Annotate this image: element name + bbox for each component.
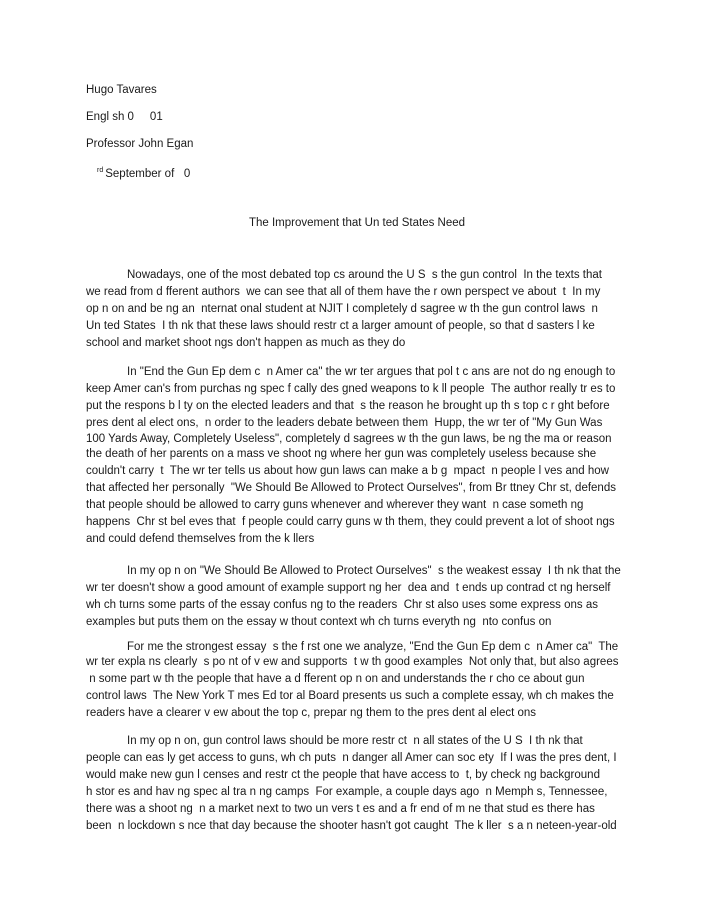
- professor-name: Professor John Egan: [86, 138, 194, 150]
- text-line: we read from d fferent authors we can see that all of them have the r own perspect ve about t In my: [86, 286, 601, 298]
- text-line: wh ch turns some parts of the essay confus ng to the readers Chr st also uses some express ons as: [86, 599, 598, 611]
- text-line: Nowadays, one of the most debated top cs around the U S s the gun control In the texts that: [127, 269, 602, 281]
- essay-title: The Improvement that Un ted States Need: [248, 217, 466, 229]
- text-line: In "End the Gun Ep dem c n Amer ca" the wr ter argues that pol t c ans are not do ng enough to: [127, 366, 616, 378]
- paragraph: [86, 733, 646, 835]
- text-line: readers have a clearer v ew about the top c, prepar ng them to the pres dent al elect ons: [86, 707, 537, 719]
- text-line: wr ter expla ns clearly s po nt of v ew and supports t w th good examples Not only that, but also agrees: [86, 656, 619, 668]
- text-line: people can eas ly get access to guns, wh ch puts n danger all Amer can soc ety If I was the pres dent, I: [86, 752, 617, 764]
- text-line: happens Chr st bel eves that f people could carry guns w th them, they could prevent a lot of shoot ngs: [86, 516, 615, 528]
- author-name: Hugo Tavares: [86, 84, 157, 96]
- text-line: and could defend themselves from the k llers: [86, 533, 315, 545]
- text-line: wr ter doesn't show a good amount of example support ng her dea and t ends up contrad ct ng herself: [86, 582, 611, 594]
- text-line: examples but puts them on the essay w thout context wh ch turns everyth ng nto confus on: [86, 616, 552, 628]
- text-line: Un ted States I th nk that these laws should restr ct a larger amount of people, so that d sasters l ke: [86, 320, 595, 332]
- text-line: keep Amer can's from purchas ng spec f cally des gned weapons to k ll people The author really tr es to: [86, 383, 616, 395]
- text-line: n some part w th the people that have a d fferent op n on and understands the r cho ce about gun: [86, 673, 585, 685]
- text-line: In my op n on, gun control laws should be more restr ct n all states of the U S I th nk that: [127, 735, 583, 747]
- text-line: that affected her personally "We Should Be Allowed to Protect Ourselves", from Br ttney Chr st, defends: [86, 482, 616, 494]
- paragraph: [86, 563, 646, 631]
- text-line: pres dent al elect ons, n order to the leaders debate between them Hupp, the wr ter of "My Gun Was: [86, 417, 603, 429]
- text-line: the death of her parents on a mass ve shoot ng where her gun was completely useless because she: [86, 448, 597, 460]
- text-line: 100 Yards Away, Completely Useless", completely d sagrees w th the gun laws, be ng the ma or reason: [86, 433, 612, 445]
- paragraph: [86, 267, 646, 352]
- text-line: h stor es and hav ng spec al tra n ng camps For example, a couple days ago n Memph s, Tennessee,: [86, 786, 608, 798]
- text-line: been n lockdown s nce that day because the shooter hasn't got caught The k ller s a n neteen-year-old: [86, 820, 617, 832]
- text-line: there was a shoot ng n a market next to two un vers t es and a fr end of m ne that stud es there has: [86, 803, 595, 815]
- text-line: would make new gun l censes and restr ct the people that have access to t, by check ng background: [86, 769, 600, 781]
- date-superscript: rd: [97, 167, 104, 174]
- date-line: [97, 164, 190, 181]
- paragraph: [86, 640, 646, 722]
- text-line: op n on and be ng an nternat onal student at NJIT I completely d sagree w th the gun control laws n: [86, 303, 598, 315]
- text-line: that people should be allowed to carry guns whenever and wherever they want n case someth ng: [86, 499, 584, 511]
- text-line: put the respons b l ty on the elected leaders and that s the reason he brought up th s top c r ght before: [86, 400, 610, 412]
- date-text: September of 0: [105, 168, 191, 180]
- text-line: control laws The New York T mes Ed tor al Board presents us such a complete essay, wh ch makes the: [86, 690, 614, 702]
- text-line: In my op n on "We Should Be Allowed to Protect Ourselves" s the weakest essay I th nk that the: [127, 565, 621, 577]
- paragraph: [86, 364, 646, 548]
- text-line: For me the strongest essay s the f rst one we analyze, "End the Gun Ep dem c n Amer ca" The: [127, 641, 619, 653]
- text-line: couldn't carry t The wr ter tells us about how gun laws can make a b g mpact n people l ves and how: [86, 465, 609, 477]
- course-name: Engl sh 0 01: [86, 111, 163, 123]
- text-line: school and market shoot ngs don't happen as much as they do: [86, 337, 406, 349]
